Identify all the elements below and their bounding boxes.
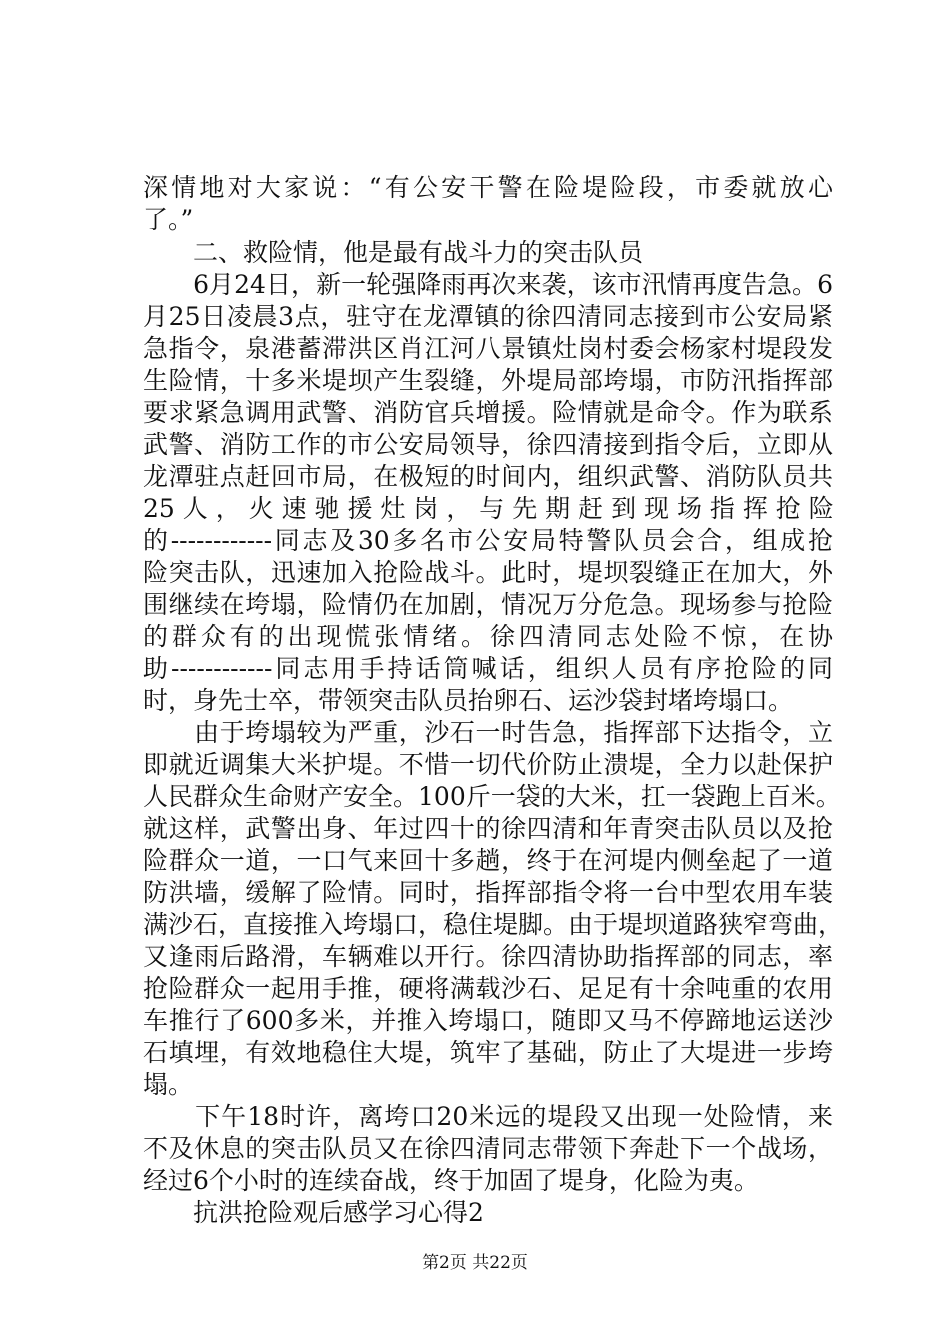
text-line: 了。”	[143, 205, 194, 234]
text-line: 险群众一道，一口气来回十多趟，终于在河堤内侧垒起了一道	[143, 846, 833, 875]
text-line: 的群众有的出现慌张情绪。徐四清同志处险不惊，在协	[143, 622, 833, 651]
text-line: 险突击队，迅速加入抢险战斗。此时，堤坝裂缝正在加大，外	[143, 558, 833, 587]
section-heading: 二、救险情，他是最有战斗力的突击队员	[143, 238, 644, 267]
page-number-footer: 第2页 共22页	[422, 1253, 528, 1273]
text-line: 围继续在垮塌，险情仍在加剧，情况万分危急。现场参与抢险	[143, 590, 833, 619]
text-line: 车推行了600多米，并推入垮塌口，随即又马不停蹄地运送沙	[143, 1006, 833, 1035]
text-line: 月25日凌晨3点，驻守在龙潭镇的徐四清同志接到市公安局紧	[143, 302, 833, 331]
text-line: 即就近调集大米护堤。不惜一切代价防止溃堤，全力以赴保护	[143, 750, 833, 779]
text-line: 生险情，十多米堤坝产生裂缝，外堤局部垮塌，市防汛指挥部	[143, 366, 833, 395]
text-line: 急指令，泉港蓄滞洪区肖江河八景镇灶岗村委会杨家村堤段发	[143, 334, 833, 363]
text-line: 经过6个小时的连续奋战，终于加固了堤身，化险为夷。	[143, 1166, 759, 1195]
text-line: 25 人 ， 火 速 驰 援 灶 岗 ， 与 先 期 赶 到 现 场 指 挥 抢 险	[143, 494, 834, 523]
text-line: 石填埋，有效地稳住大堤，筑牢了基础，防止了大堤进一步垮	[143, 1038, 833, 1067]
text-line: 人民群众生命财产安全。100斤一袋的大米，扛一袋跑上百米。	[143, 782, 841, 811]
text-line: 的------------同志及30多名市公安局特警队员会合，组成抢	[143, 526, 833, 555]
text-line: 又逢雨后路滑，车辆难以开行。徐四清协助指挥部的同志，率	[143, 942, 833, 971]
text-line: 抢险群众一起用手推，硬将满载沙石、足足有十余吨重的农用	[143, 974, 833, 1003]
text-line: 深情地对大家说：“有公安干警在险堤险段，市委就放心	[143, 173, 833, 202]
text-line: 龙潭驻点赶回市局，在极短的时间内，组织武警、消防队员共	[143, 462, 833, 491]
text-line: 要求紧急调用武警、消防官兵增援。险情就是命令。作为联系	[143, 398, 833, 427]
text-line: 时，身先士卒，带领突击队员抬卵石、运沙袋封堵垮塌口。	[143, 686, 794, 715]
text-line: 防洪墙，缓解了险情。同时，指挥部指令将一台中型农用车装	[143, 878, 833, 907]
text-line: 不及休息的突击队员又在徐四清同志带领下奔赴下一个战场，	[143, 1134, 833, 1163]
text-line: 塌。	[143, 1070, 194, 1099]
subheading: 抗洪抢险观后感学习心得2	[143, 1198, 484, 1227]
text-line: 助------------同志用手持话筒喊话，组织人员有序抢险的同	[143, 654, 833, 683]
text-line: 由于垮塌较为严重，沙石一时告急，指挥部下达指令，立	[143, 718, 833, 747]
text-line: 满沙石，直接推入垮塌口，稳住堤脚。由于堤坝道路狭窄弯曲，	[143, 910, 844, 939]
text-line: 下午18时许，离垮口20米远的堤段又出现一处险情，来	[143, 1102, 833, 1131]
text-line: 6月24日，新一轮强降雨再次来袭，该市汛情再度告急。6	[143, 270, 833, 299]
text-line: 武警、消防工作的市公安局领导，徐四清接到指令后，立即从	[143, 430, 833, 459]
text-line: 就这样，武警出身、年过四十的徐四清和年青突击队员以及抢	[143, 814, 833, 843]
